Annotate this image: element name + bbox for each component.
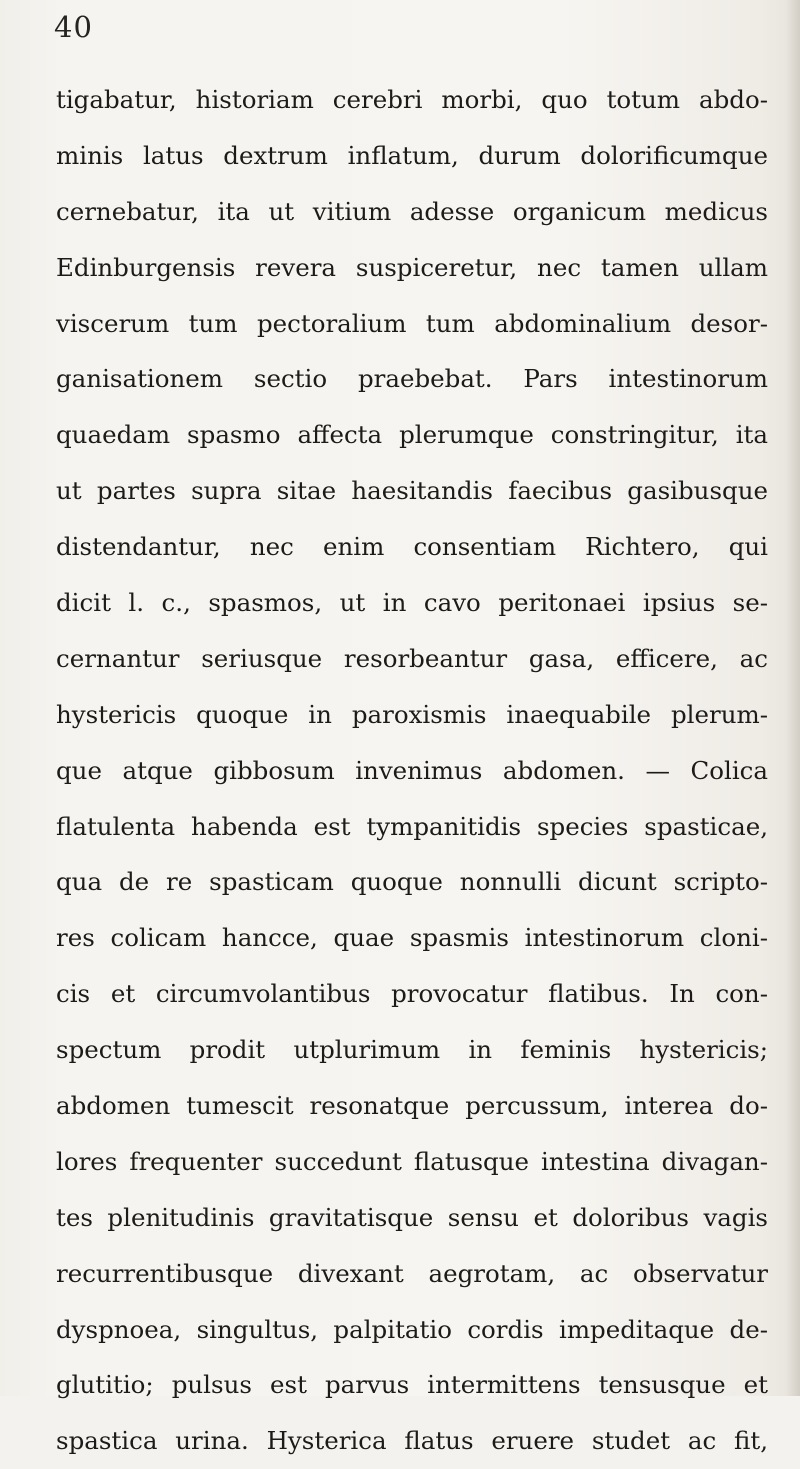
page-number: 40	[54, 10, 93, 44]
text-line: dicit l. c., spasmos, ut in cavo peritonaei ipsius se-	[56, 588, 768, 618]
text-line: cis et circumvolantibus provocatur flatibus. In con-	[56, 979, 768, 1009]
text-line: que atque gibbosum invenimus abdomen. — Colica	[56, 755, 768, 785]
text-line: recurrentibusque divexant aegrotam, ac observatur	[56, 1258, 768, 1288]
text-line: tes plenitudinis gravitatisque sensu et doloribus vagis	[56, 1202, 768, 1232]
text-line: dyspnoea, singultus, palpitatio cordis impeditaque de-	[56, 1314, 768, 1344]
text-line: glutitio; pulsus est parvus intermittens tensusque et	[56, 1370, 768, 1400]
text-line: spectum prodit utplurimum in feminis hystericis;	[56, 1035, 768, 1065]
text-line: ut partes supra sitae haesitandis faecibus gasibusque	[56, 476, 768, 506]
text-line: distendantur, nec enim consentiam Richtero, qui	[56, 532, 768, 562]
text-line: abdomen tumescit resonatque percussum, interea do-	[56, 1091, 768, 1121]
text-line: cernebatur, ita ut vitium adesse organicum medicus	[56, 196, 768, 226]
page-edge-shadow	[786, 0, 800, 1396]
text-line: quaedam spasmo affecta plerumque constringitur, ita	[56, 420, 768, 450]
text-line: qua de re spasticam quoque nonnulli dicunt scripto-	[56, 867, 768, 897]
text-line: spastica urina. Hysterica flatus eruere studet ac fit,	[56, 1426, 768, 1456]
text-line: ganisationem sectio praebebat. Pars intestinorum	[56, 364, 768, 394]
text-line: tigabatur, historiam cerebri morbi, quo totum abdo-	[56, 85, 768, 114]
text-line: cernantur seriusque resorbeantur gasa, efficere, ac	[56, 643, 768, 673]
text-line: minis latus dextrum inflatum, durum dolorificumque	[56, 140, 768, 170]
text-line: hystericis quoque in paroxismis inaequabile plerum-	[56, 699, 768, 729]
body-text	[56, 72, 768, 1469]
text-line: viscerum tum pectoralium tum abdominalium desor-	[56, 308, 768, 338]
text-line: flatulenta habenda est tympanitidis species spasticae,	[56, 811, 768, 841]
text-line: Edinburgensis revera suspiceretur, nec tamen ullam	[56, 252, 768, 282]
text-line: lores frequenter succedunt flatusque intestina divagan-	[56, 1146, 768, 1176]
text-line: res colicam hancce, quae spasmis intestinorum cloni-	[56, 923, 768, 953]
